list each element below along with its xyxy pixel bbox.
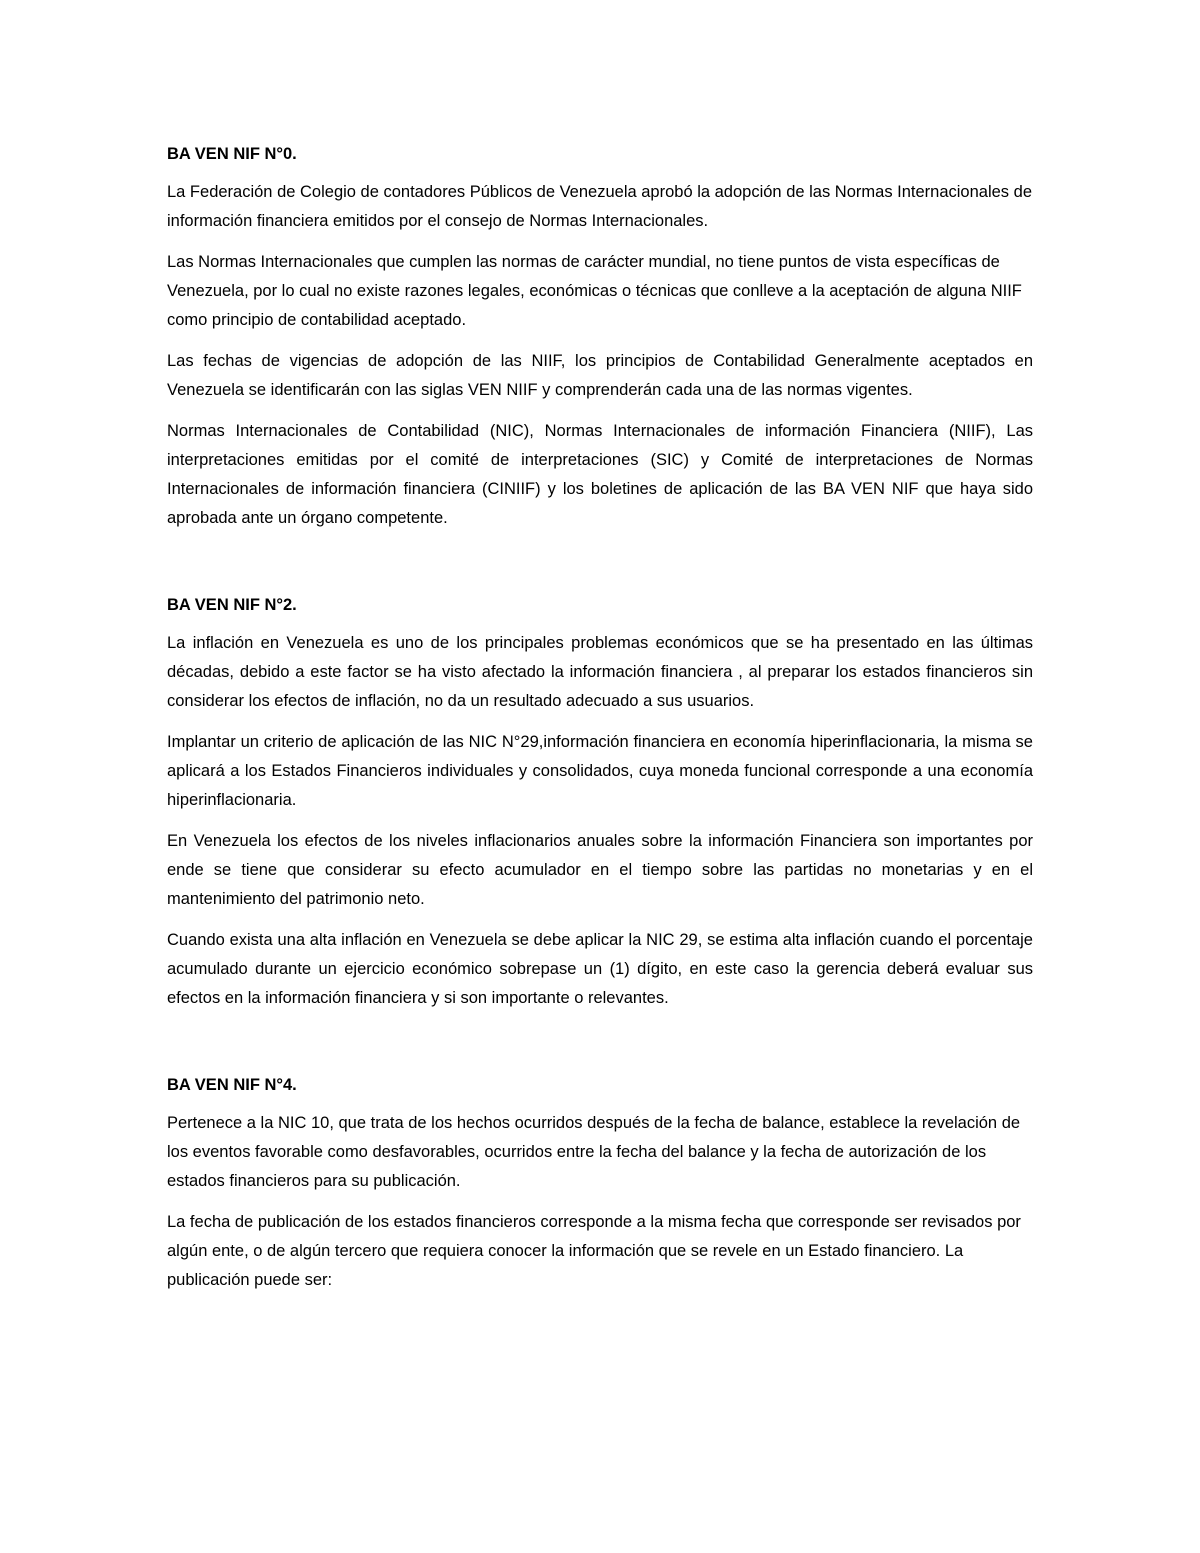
paragraph: La Federación de Colegio de contadores Públicos de Venezuela aprobó la adopción de las Normas Internacionales de información financiera emitidos por el consejo de Normas Internacionales. <box>167 183 1032 230</box>
paragraph: La fecha de publicación de los estados financieros corresponde a la misma fecha que corresponde ser revisados por algún ente, o de algún tercero que requiera conocer la información que se revele en un Estado financiero. La publicación puede ser: <box>167 1213 1021 1289</box>
paragraph: Las fechas de vigencias de adopción de las NIIF, los principios de Contabilidad Generalmente aceptados en Venezuela se identificarán con las siglas VEN NIIF y comprenderán cada una de las normas vigentes. <box>167 352 1033 399</box>
section-heading: BA VEN NIF N°0. <box>167 145 297 163</box>
paragraph: Las Normas Internacionales que cumplen las normas de carácter mundial, no tiene puntos de vista específicas de Venezuela, por lo cual no existe razones legales, económicas o técnicas que conlleve a la aceptación de alguna NIIF como principio de contabilidad aceptado. <box>167 253 1022 329</box>
paragraph: Pertenece a la NIC 10, que trata de los hechos ocurridos después de la fecha de balance, establece la revelación de los eventos favorable como desfavorables, ocurridos entre la fecha del balance y la fecha de autorización de los estados financieros para su publicación. <box>167 1114 1021 1190</box>
paragraph: Cuando exista una alta inflación en Venezuela se debe aplicar la NIC 29, se estima alta inflación cuando el porcentaje acumulado durante un ejercicio económico sobrepase un (1) dígito, en este caso la gerencia deberá evaluar sus efectos en la información financiera y si son importante o relevantes. <box>167 931 1033 1007</box>
paragraph: Implantar un criterio de aplicación de las NIC N°29,información financiera en economía hiperinflacionaria, la misma se aplicará a los Estados Financieros individuales y consolidados, cuya moneda funcional corresponde a una economía hiperinflacionaria. <box>167 733 1033 809</box>
paragraph: En Venezuela los efectos de los niveles inflacionarios anuales sobre la información Financiera son importantes por ende se tiene que considerar su efecto acumulador en el tiempo sobre las partidas no monetarias y en el mantenimiento del patrimonio neto. <box>167 832 1033 908</box>
section-heading: BA VEN NIF N°2. <box>167 596 297 614</box>
document-page <box>167 140 1033 1307</box>
section-ba-ven-nif-0 <box>167 140 1033 533</box>
section-ba-ven-nif-2 <box>167 591 1033 1013</box>
paragraph: La inflación en Venezuela es uno de los principales problemas económicos que se ha presentado en las últimas décadas, debido a este factor se ha visto afectado la información financiera , al preparar los estados financieros sin considerar los efectos de inflación, no da un resultado adecuado a sus usuarios. <box>167 634 1033 710</box>
section-heading: BA VEN NIF N°4. <box>167 1076 297 1094</box>
section-spacer <box>167 1025 1033 1071</box>
section-ba-ven-nif-4 <box>167 1071 1033 1295</box>
section-spacer <box>167 545 1033 591</box>
paragraph: Normas Internacionales de Contabilidad (NIC), Normas Internacionales de información Financiera (NIIF), Las interpretaciones emitidas por el comité de interpretaciones (SIC) y Comité de interpretaciones de Normas Internacionales de información financiera (CINIIF) y los boletines de aplicación de las BA VEN NIF que haya sido aprobada ante un órgano competente. <box>167 422 1033 527</box>
